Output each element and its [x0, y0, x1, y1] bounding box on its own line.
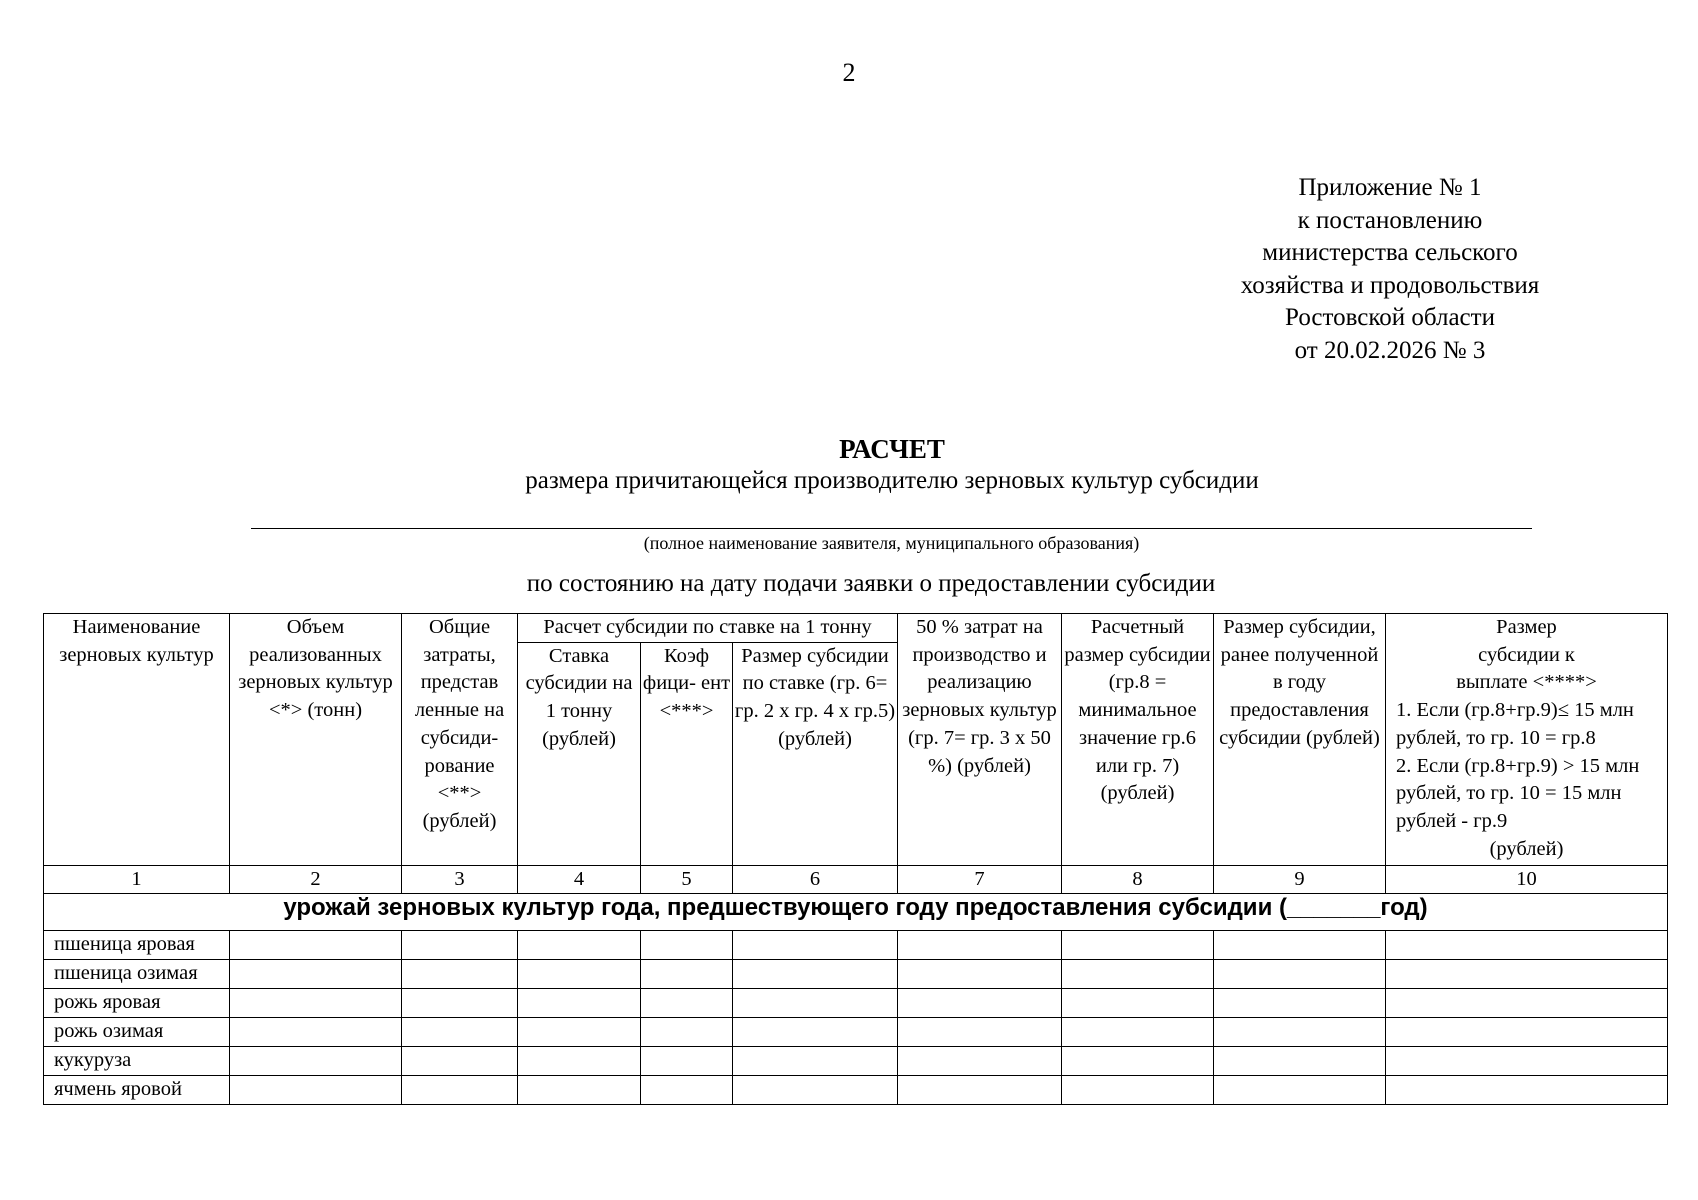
crop-name-cell: пшеница яровая	[44, 931, 230, 960]
table-row	[44, 931, 1668, 960]
value-cell[interactable]	[1214, 1076, 1386, 1105]
value-cell[interactable]	[230, 960, 402, 989]
value-cell[interactable]	[641, 1018, 733, 1047]
applicant-name-caption: (полное наименование заявителя, муниципального образования)	[643, 533, 1140, 553]
value-cell[interactable]	[898, 1018, 1062, 1047]
column-number: 2	[230, 865, 402, 894]
column-number: 9	[1214, 865, 1386, 894]
value-cell[interactable]	[1214, 1047, 1386, 1076]
applicant-name-line	[251, 528, 1532, 529]
value-cell[interactable]	[402, 931, 518, 960]
value-cell[interactable]	[1386, 1018, 1668, 1047]
value-cell[interactable]	[733, 989, 898, 1018]
table-row	[44, 1047, 1668, 1076]
crop-rows	[44, 931, 1668, 1105]
appendix-line: к постановлению	[1297, 206, 1483, 234]
value-cell[interactable]	[518, 931, 641, 960]
value-cell[interactable]	[1062, 931, 1214, 960]
table-row	[44, 989, 1668, 1018]
value-cell[interactable]	[1386, 931, 1668, 960]
column-number: 6	[733, 865, 898, 894]
header-payout	[1386, 614, 1668, 866]
value-cell[interactable]	[1214, 931, 1386, 960]
value-cell[interactable]	[1386, 1076, 1668, 1105]
value-cell[interactable]	[230, 989, 402, 1018]
value-cell[interactable]	[518, 1076, 641, 1105]
value-cell[interactable]	[1062, 989, 1214, 1018]
value-cell[interactable]	[898, 931, 1062, 960]
crop-name-cell: рожь яровая	[44, 989, 230, 1018]
header-half-costs: 50 % затрат на производство и реализацию зерновых культур (гр. 7= гр. 3 х 50 %) (рублей)	[898, 614, 1062, 866]
document-title: РАСЧЕТ	[839, 434, 945, 464]
appendix-line: Приложение № 1	[1298, 174, 1482, 201]
value-cell[interactable]	[1386, 1047, 1668, 1076]
value-cell[interactable]	[1214, 960, 1386, 989]
appendix-line: Ростовской области	[1285, 304, 1495, 331]
appendix-line: от 20.02.2026 № 3	[1294, 336, 1486, 364]
value-cell[interactable]	[518, 989, 641, 1018]
value-cell[interactable]	[1062, 1018, 1214, 1047]
header-rate-per-ton: Ставка субсидии на 1 тонну (рублей)	[518, 642, 641, 865]
value-cell[interactable]	[733, 1076, 898, 1105]
column-number: 5	[641, 865, 733, 894]
crop-name-cell: пшеница озимая	[44, 960, 230, 989]
page-number: 2	[842, 58, 856, 87]
value-cell[interactable]	[898, 1047, 1062, 1076]
value-cell[interactable]	[518, 1047, 641, 1076]
header-coefficient: Коэф фици- ент <***>	[641, 642, 733, 865]
value-cell[interactable]	[641, 1076, 733, 1105]
payout-title: Размер субсидии к выплате <****>	[1456, 616, 1597, 694]
value-cell[interactable]	[1214, 1018, 1386, 1047]
value-cell[interactable]	[402, 1018, 518, 1047]
crop-name-cell: рожь озимая	[44, 1018, 230, 1047]
value-cell[interactable]	[402, 1076, 518, 1105]
payout-rule-1: 1. Если (гр.8+гр.9)≤ 15 млн рублей, то гр. 10 = гр.8	[1396, 699, 1634, 749]
value-cell[interactable]	[1386, 960, 1668, 989]
header-sold-volume: Объем реализованных зерновых культур <*> (тонн)	[230, 614, 402, 866]
value-cell[interactable]	[641, 960, 733, 989]
value-cell[interactable]	[1062, 960, 1214, 989]
value-cell[interactable]	[898, 989, 1062, 1018]
header-total-costs: Общие затраты, представ ленные на субсиди- рование <**> (рублей)	[402, 614, 518, 866]
value-cell[interactable]	[641, 931, 733, 960]
payout-rule-2: 2. Если (гр.8+гр.9) > 15 млн рублей, то гр. 10 = 15 млн рублей - гр.9	[1396, 754, 1640, 832]
value-cell[interactable]	[1214, 989, 1386, 1018]
payout-unit: (рублей)	[1489, 837, 1564, 860]
as-of-date-text: по состоянию на дату подачи заявки о предоставлении субсидии	[526, 570, 1216, 597]
table-row	[44, 1018, 1668, 1047]
column-number-row	[44, 865, 1668, 894]
header-rate-subsidy: Размер субсидии по ставке (гр. 6= гр. 2 х гр. 4 х гр.5) (рублей)	[733, 642, 898, 865]
section-title: урожай зерновых культур года, предшествующего году предоставления субсидии (_______год)	[44, 894, 1668, 931]
value-cell[interactable]	[518, 1018, 641, 1047]
document-subtitle: размера причитающейся производителю зерновых культур субсидии	[525, 467, 1259, 494]
column-number: 3	[402, 865, 518, 894]
header-rate-calculation-group: Расчет субсидии по ставке на 1 тонну	[518, 614, 898, 643]
value-cell[interactable]	[230, 1018, 402, 1047]
column-number: 1	[44, 865, 230, 894]
header-estimated-subsidy: Расчетный размер субсидии (гр.8 = минимальное значение гр.6 или гр. 7) (рублей)	[1062, 614, 1214, 866]
column-number: 8	[1062, 865, 1214, 894]
value-cell[interactable]	[733, 931, 898, 960]
subsidy-calculation-table	[43, 613, 1668, 1105]
crop-name-cell: кукуруза	[44, 1047, 230, 1076]
value-cell[interactable]	[230, 1047, 402, 1076]
appendix-line: министерства сельского	[1262, 239, 1518, 266]
value-cell[interactable]	[230, 931, 402, 960]
value-cell[interactable]	[898, 1076, 1062, 1105]
table-row	[44, 1076, 1668, 1105]
appendix-block	[1190, 172, 1590, 367]
value-cell[interactable]	[402, 1047, 518, 1076]
value-cell[interactable]	[898, 960, 1062, 989]
appendix-line: хозяйства и продовольствия	[1240, 271, 1540, 299]
column-number: 10	[1386, 865, 1668, 894]
value-cell[interactable]	[641, 989, 733, 1018]
column-number: 7	[898, 865, 1062, 894]
value-cell[interactable]	[1062, 1076, 1214, 1105]
column-number: 4	[518, 865, 641, 894]
value-cell[interactable]	[641, 1047, 733, 1076]
table-row	[44, 960, 1668, 989]
value-cell[interactable]	[733, 960, 898, 989]
value-cell[interactable]	[518, 960, 641, 989]
value-cell[interactable]	[733, 1018, 898, 1047]
value-cell[interactable]	[1062, 1047, 1214, 1076]
value-cell[interactable]	[230, 1076, 402, 1105]
value-cell[interactable]	[1386, 989, 1668, 1018]
value-cell[interactable]	[402, 960, 518, 989]
crop-name-cell: ячмень яровой	[44, 1076, 230, 1105]
value-cell[interactable]	[733, 1047, 898, 1076]
header-crop-name: Наименование зерновых культур	[44, 614, 230, 866]
value-cell[interactable]	[402, 989, 518, 1018]
header-previously-received: Размер субсидии, ранее полученной в году предоставления субсидии (рублей)	[1214, 614, 1386, 866]
